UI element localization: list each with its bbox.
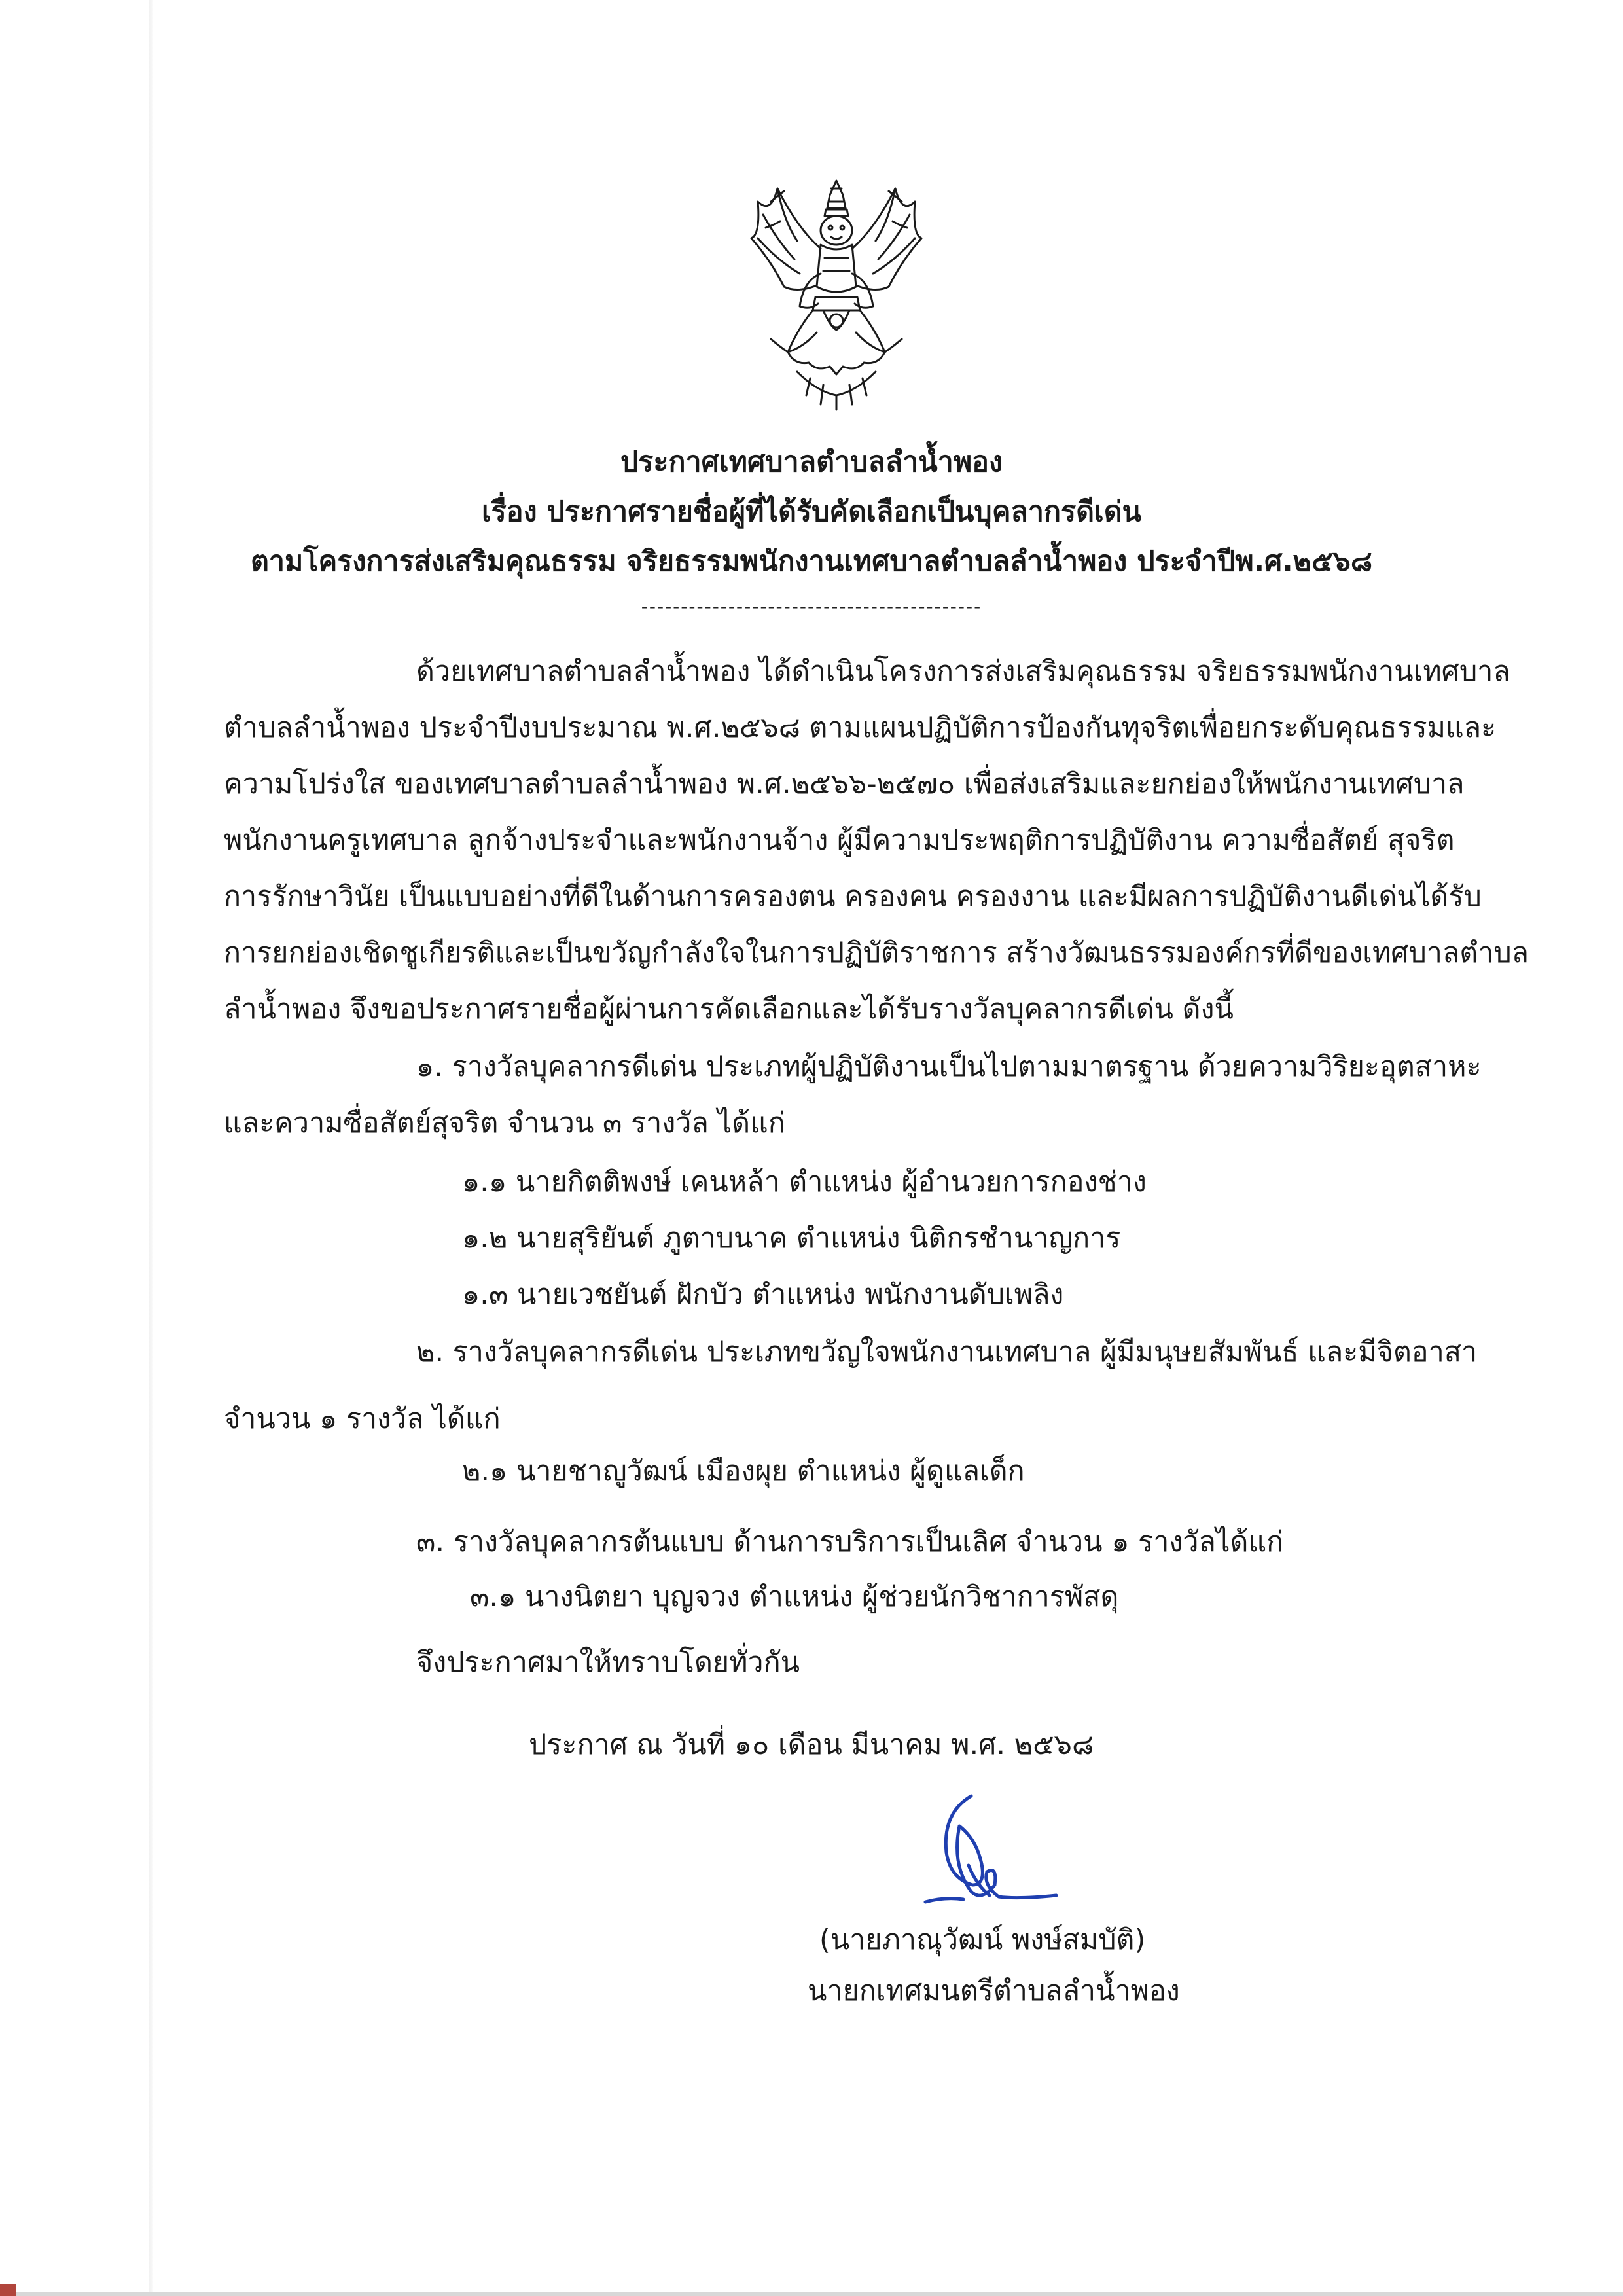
award-1-recipient: ๑.๓ นายเวชยันต์ ฝักบัว ตำแหน่ง พนักงานดับเพลิง [462, 1278, 1064, 1311]
title-line-1: ประกาศเทศบาลตำบลลำน้ำพอง [620, 446, 1003, 478]
paragraph-line: ตำบลลำน้ำพอง ประจำปีงบประมาณ พ.ศ.๒๕๖๘ ตามแผนปฏิบัติการป้องกันทุจริตเพื่อยกระดับคุณธรรมและ [224, 711, 1497, 744]
award-2-heading-cont: จำนวน ๑ รางวัล ได้แก่ [224, 1403, 501, 1435]
paragraph-line: พนักงานครูเทศบาล ลูกจ้างประจำและพนักงานจ้าง ผู้มีความประพฤติการปฏิบัติงาน ความซื่อสัตย์ สุจริต [224, 824, 1455, 857]
announcement-date: ประกาศ ณ วันที่ ๑๐ เดือน มีนาคม พ.ศ. ๒๕๖๘ [529, 1729, 1094, 1761]
award-2-heading: ๒. รางวัลบุคลากรดีเด่น ประเภทขวัญใจพนักงานเทศบาล ผู้มีมนุษยสัมพันธ์ และมีจิตอาสา [416, 1336, 1478, 1369]
paragraph-line: ด้วยเทศบาลตำบลลำน้ำพอง ได้ดำเนินโครงการส่งเสริมคุณธรรม จริยธรรมพนักงานเทศบาล [416, 655, 1510, 688]
paragraph-line: การรักษาวินัย เป็นแบบอย่างที่ดีในด้านการครองตน ครองคน ครองงาน และมีผลการปฏิบัติงานดีเด่นได้รับ [224, 880, 1482, 913]
award-1-recipient: ๑.๒ นายสุริยันต์ ภูตาบนาค ตำแหน่ง นิติกรชำนาญการ [462, 1222, 1121, 1255]
signer-name: (นายภาณุวัฒน์ พงษ์สมบัติ) [819, 1924, 1146, 1956]
paragraph-line: ความโปร่งใส ของเทศบาลตำบลลำน้ำพอง พ.ศ.๒๕๖๖-๒๕๗๐ เพื่อส่งเสริมและยกย่องให้พนักงานเทศบาล [224, 768, 1465, 800]
page-bottom-edge [0, 2292, 1623, 2296]
award-3-recipient: ๓.๑ นางนิตยา บุญจวง ตำแหน่ง ผู้ช่วยนักวิชาการพัสดุ [470, 1581, 1119, 1613]
award-1-heading-cont: และความซื่อสัตย์สุจริต จำนวน ๓ รางวัล ได้แก่ [224, 1107, 785, 1139]
garuda-emblem [732, 175, 941, 414]
corner-mark [0, 2284, 16, 2296]
signature [899, 1787, 1096, 1911]
paragraph-line: การยกย่องเชิดชูเกียรติและเป็นขวัญกำลังใจในการปฏิบัติราชการ สร้างวัฒนธรรมองค์กรที่ดีของเทศบาลตำบล [224, 937, 1529, 969]
page-fold-shadow [149, 0, 153, 2296]
paragraph-line: ลำน้ำพอง จึงขอประกาศรายชื่อผู้ผ่านการคัดเลือกและได้รับรางวัลบุคลากรดีเด่น ดังนี้ [224, 993, 1234, 1026]
title-line-3: ตามโครงการส่งเสริมคุณธรรม จริยธรรมพนักงานเทศบาลตำบลลำน้ำพอง ประจำปีพ.ศ.๒๕๖๘ [250, 545, 1373, 578]
award-1-heading: ๑. รางวัลบุคลากรดีเด่น ประเภทผู้ปฏิบัติงานเป็นไปตามมาตรฐาน ด้วยความวิริยะอุตสาหะ [416, 1050, 1482, 1083]
closing-statement: จึงประกาศมาให้ทราบโดยทั่วกัน [416, 1646, 800, 1679]
title-line-2: เรื่อง ประกาศรายชื่อผู้ที่ได้รับคัดเลือกเป็นบุคลากรดีเด่น [481, 495, 1142, 528]
signer-position: นายกเทศมนตรีตำบลลำน้ำพอง [808, 1975, 1180, 2007]
award-1-recipient: ๑.๑ นายกิตติพงษ์ เคนหล้า ตำแหน่ง ผู้อำนวยการกองช่าง [462, 1166, 1147, 1198]
title-separator: ------------------------------------------- [641, 596, 982, 617]
award-2-recipient: ๒.๑ นายชาญูวัฒน์ เมืองผุย ตำแหน่ง ผู้ดูแลเด็ก [462, 1455, 1025, 1488]
award-3-heading: ๓. รางวัลบุคลากรต้นแบบ ด้านการบริการเป็นเลิศ จำนวน ๑ รางวัลได้แก่ [416, 1526, 1284, 1558]
